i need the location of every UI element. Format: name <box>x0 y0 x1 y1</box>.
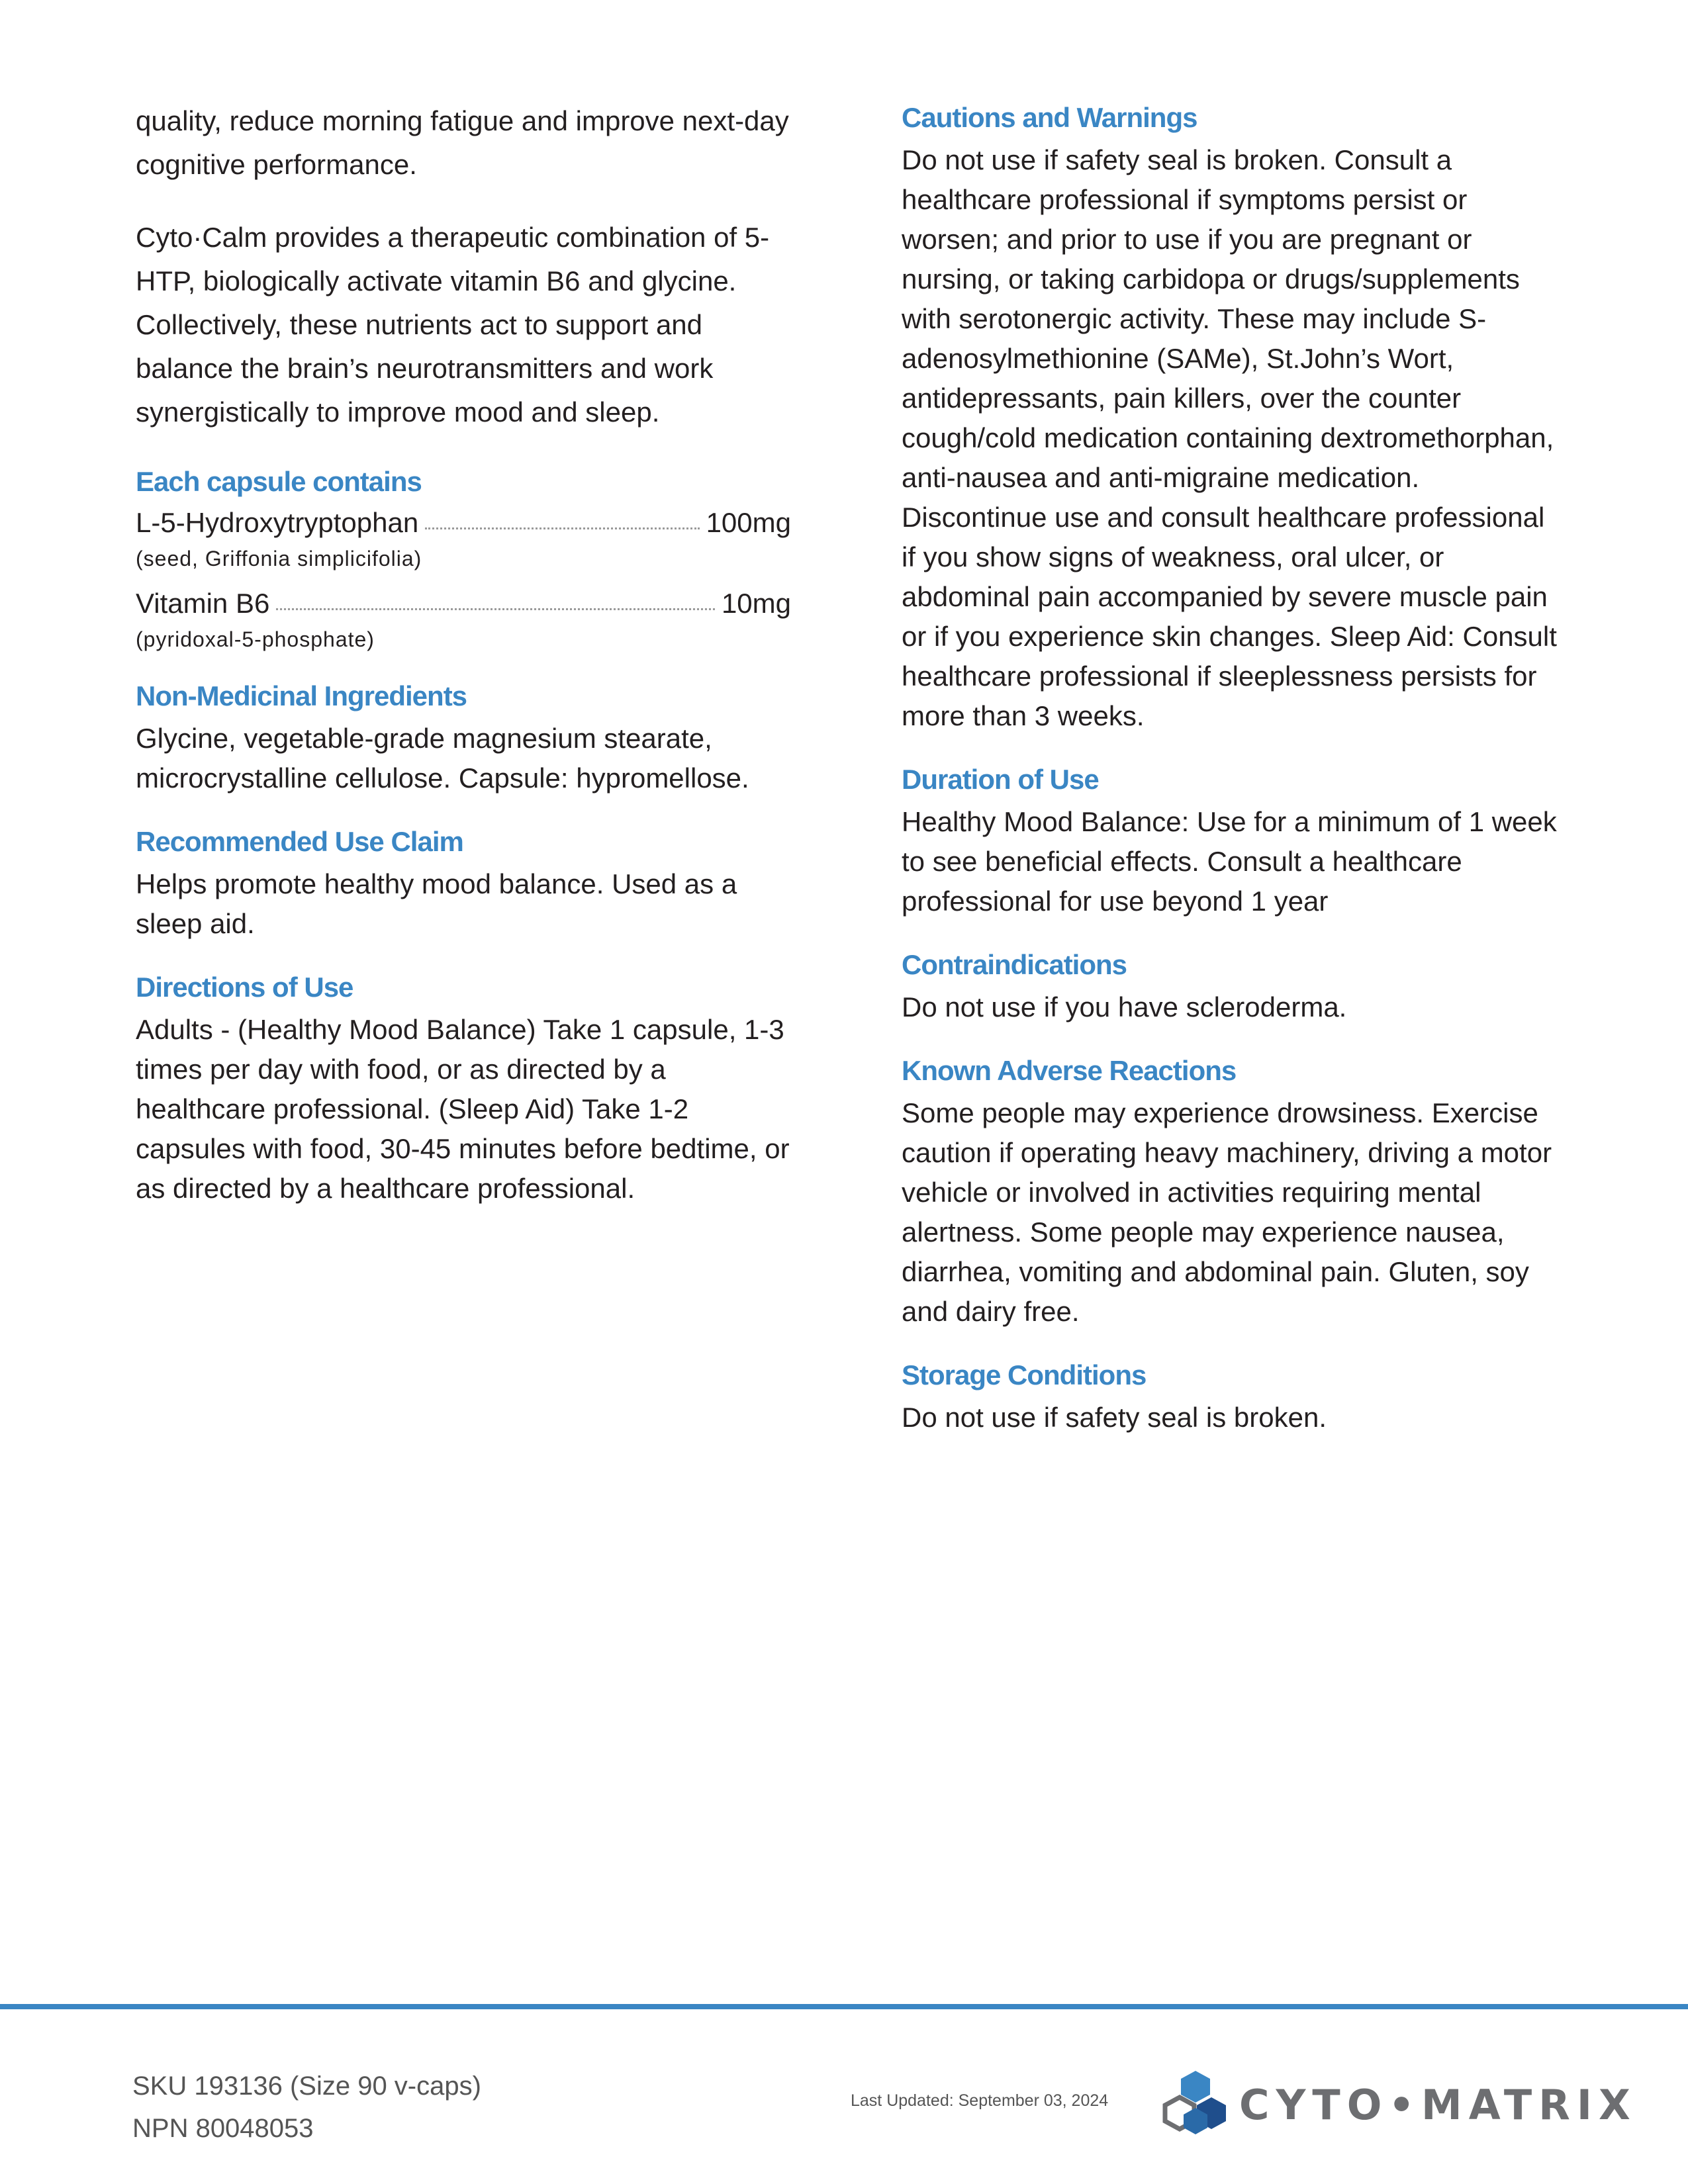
brand-logo <box>1162 2068 1637 2141</box>
directions-heading: Directions of Use <box>136 972 353 1003</box>
ingredient-list <box>136 503 791 655</box>
brand-wordmark: CYTO•MATRIX <box>1239 2080 1637 2129</box>
last-updated-text: Last Updated: September 03, 2024 <box>851 2091 1109 2110</box>
storage-text: Do not use if safety seal is broken. <box>902 1402 1327 1433</box>
dotted-leader <box>425 527 699 529</box>
recommended-use-text: Helps promote healthy mood balance. Used as a sleep aid. <box>136 868 737 939</box>
recommended-use-heading: Recommended Use Claim <box>136 826 463 857</box>
adverse-reactions-text: Some people may experience drowsiness. Exercise caution if operating heavy machinery, driving a motor vehicle or involved in activities requiring mental alertness. Some people may experience nausea, diarrhea, vomiting and abdominal pain. Gluten, soy and dairy free. <box>902 1097 1552 1327</box>
ingredient-amount: 10mg <box>721 588 791 619</box>
non-medicinal-text: Glycine, vegetable-grade magnesium stearate, microcrystalline cellulose. Capsule: hypromellose. <box>136 723 749 794</box>
sku-text: SKU 193136 (Size 90 v-caps) <box>132 2071 481 2101</box>
cautions-heading: Cautions and Warnings <box>902 102 1197 133</box>
ingredient-name: L-5-Hydroxytryptophan <box>136 507 419 538</box>
intro-paragraph-1: quality, reduce morning fatigue and improve next-day cognitive performance. <box>136 105 789 180</box>
adverse-reactions-heading: Known Adverse Reactions <box>902 1055 1237 1086</box>
duration-heading: Duration of Use <box>902 764 1099 795</box>
footer-divider <box>0 2004 1688 2009</box>
intro-paragraph-2: Cyto·Calm provides a therapeutic combination of 5-HTP, biologically activate vitamin B6 and glycine. Collectively, these nutrients act to support and balance the brain’s neurotransmitters and work synergistically to improve mood and sleep. <box>136 222 770 428</box>
non-medicinal-heading: Non-Medicinal Ingredients <box>136 680 467 711</box>
ingredient-name: Vitamin B6 <box>136 588 270 619</box>
product-codes <box>132 2065 481 2150</box>
directions-text: Adults - (Healthy Mood Balance) Take 1 capsule, 1-3 times per day with food, or as directed by a healthcare professional. (Sleep Aid) Take 1-2 capsules with food, 30-45 minutes before bedtime, or as directed by a healthcare professional. <box>136 1014 790 1204</box>
contraindications-heading: Contraindications <box>902 949 1127 980</box>
capsule-contents-heading: Each capsule contains <box>136 466 422 497</box>
cautions-text: Do not use if safety seal is broken. Consult a healthcare professional if symptoms persist or worsen; and prior to use if you are pregnant or nursing, or taking carbidopa or drugs/supplements with serotonergic activity. These may include S-adenosylmethionine (SAMe), St.John’s Wort, antidepressants, pain killers, over the counter cough/cold medication containing dextromethorphan, anti-nausea and anti-migraine medication. Discontinue use and consult healthcare professional if you show signs of weakness, oral ulcer, or abdominal pain accompanied by severe muscle pain or if you experience skin changes. Sleep Aid: Consult healthcare professional if sleeplessness persists for more than 3 weeks. <box>902 144 1557 731</box>
right-column <box>902 99 1557 1463</box>
hexagon-logo-icon <box>1162 2068 1229 2141</box>
ingredient-row <box>136 584 791 623</box>
ingredient-amount: 100mg <box>706 507 791 538</box>
storage-heading: Storage Conditions <box>902 1359 1147 1390</box>
duration-text: Healthy Mood Balance: Use for a minimum of 1 week to see beneficial effects. Consult a healthcare professional for use beyond 1 year <box>902 806 1557 917</box>
dotted-leader <box>276 608 715 610</box>
contraindications-text: Do not use if you have scleroderma. <box>902 991 1347 1023</box>
npn-text: NPN 80048053 <box>132 2114 314 2143</box>
ingredient-source: (pyridoxal-5-phosphate) <box>136 627 375 651</box>
left-column <box>136 99 791 1234</box>
ingredient-row <box>136 503 791 543</box>
ingredient-source: (seed, Griffonia simplicifolia) <box>136 547 422 570</box>
